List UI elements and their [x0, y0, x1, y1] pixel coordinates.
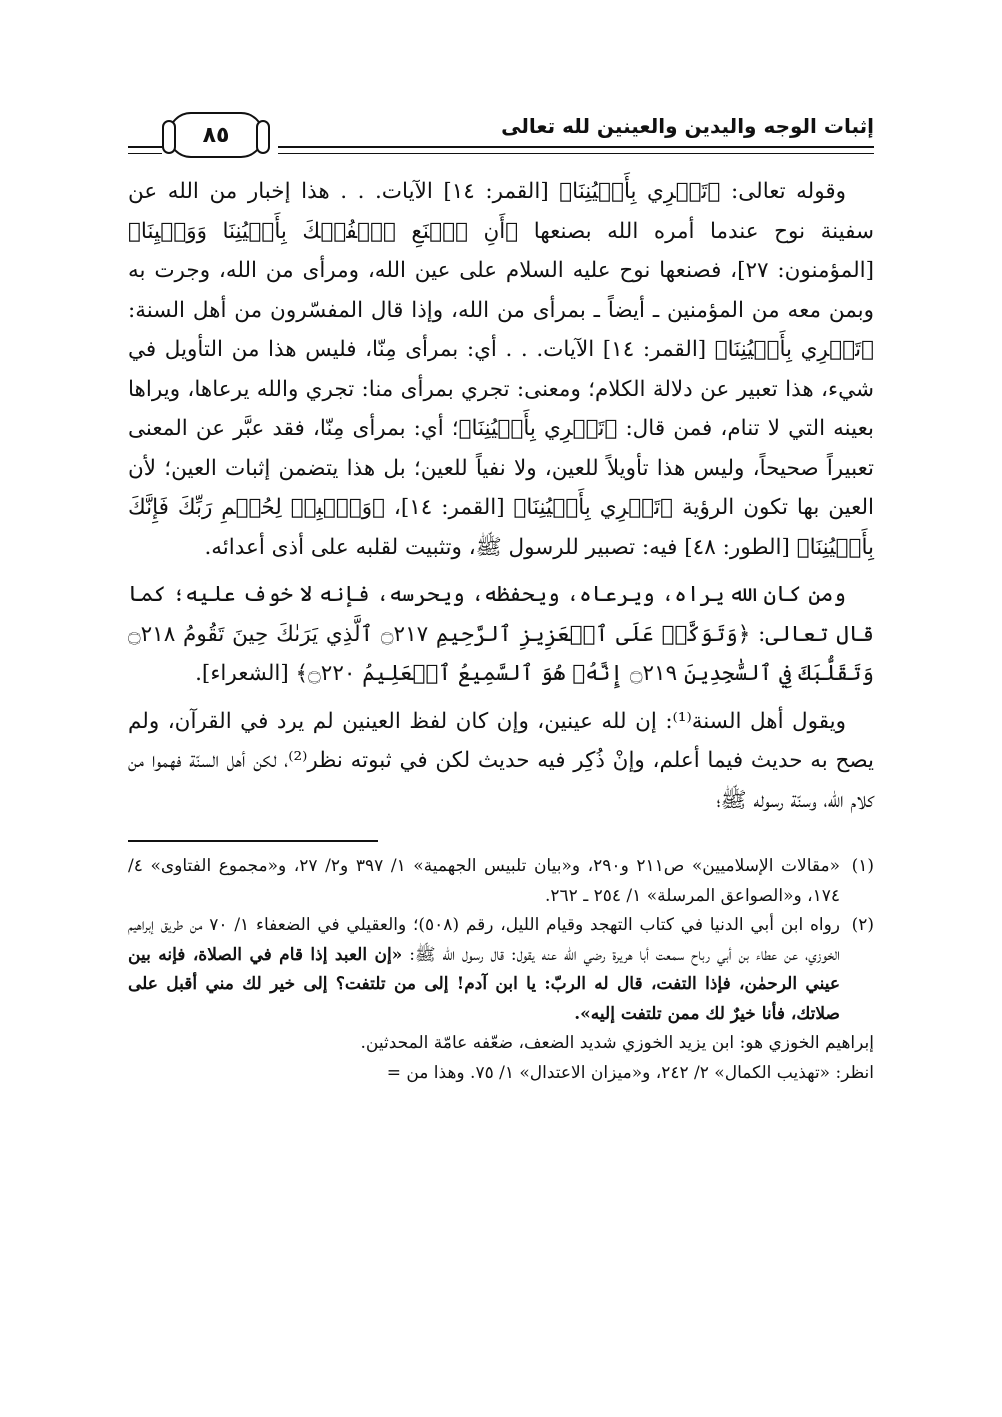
footnote-continuation: انظر: «تهذيب الكمال» ٢/ ٢٤٢، و«ميزان الاعتدال» ١/ ٧٥. وهذا من = [386, 1062, 874, 1083]
page-header [128, 100, 874, 162]
footnote-item [128, 911, 874, 1029]
book-page [128, 100, 874, 1387]
footnote-number: (٢) [851, 915, 874, 935]
footnote-text [128, 911, 840, 1029]
paragraph: ومن كان الله يراه، ويرعاه، ويحفظه، ويحرسه، فإنه لا خوف عليه؛ كما قال تعالى: ﴿وَتَوَكَّلۡ عَلَى ٱلۡعَزِيزِ ٱلرَّحِيمِ ۝٢١٧ ٱلَّذِي يَرَىٰكَ حِينَ تَقُومُ ۝٢١٨ وَتَقَلُّبَكَ فِي ٱلسَّٰجِدِينَ ۝٢١٩ إِنَّهُۥ هُوَ ٱلسَّمِيعُ ٱلۡعَلِيمُ ۝٢٢٠﴾ [الشعراء]. [128, 582, 874, 686]
footnote-continuation: إبراهيم الخوزي هو: ابن يزيد الخوزي شديد الضعف، ضعّفه عامّة المحدثين. [360, 1033, 874, 1053]
footnote-item [128, 852, 874, 911]
main-text [128, 172, 874, 820]
footnote-text-plain: رواه ابن أبي الدنيا في كتاب التهجد وقيام الليل، رقم (٥٠٨)؛ والعقيلي في الضعفاء ١/ ٧٠ من طريق إبراهيم الخوزي، عن عطاء بن أبي رباح سمعت أبا هريرة رضي الله عنه يقول: قال رسول الله ﷺ: [128, 915, 840, 965]
footnotes [128, 852, 874, 1088]
footnote-hadith-text: «إن العبد إذا قام في الصلاة، فإنه بين عيني الرحمٰن، فإذا التفت، قال له الربّ: يا ابن آدم! إلى من تلتفت؟ إلى خير لك مني أقبل على صلاتك، فأنا خيرٌ لك ممن تلتفت إليه». [128, 944, 840, 1024]
page-number-badge [168, 112, 264, 158]
paragraph: وقوله تعالى: ﴿تَجۡرِي بِأَعۡيُنِنَا﴾ [القمر: ١٤] الآيات. . . هذا إخبار من الله عن سفينة نوح عندما أمره الله بصنعها ﴿أَنِ ٱصۡنَعِ ٱلۡفُلۡكَ بِأَعۡيُنِنَا وَوَحۡيِنَا﴾ [المؤمنون: ٢٧]، فصنعها نوح عليه السلام على عين الله، ومرأى من الله، وجرت به وبمن معه من المؤمنين ـ أيضاً ـ بمرأى من الله، وإذا قال المفسّرون من أهل السنة: ﴿تَجۡرِي بِأَعۡيُنِنَا﴾ [القمر: ١٤] الآيات. . . أي: بمرأى مِنّا، فليس هذا من التأويل في شيء، هذا تعبير عن دلالة الكلام؛ ومعنى: تجري بمرأى منا: تجري والله يرعاها، ويراها بعينه التي لا تنام، فمن قال: ﴿تَجۡرِي بِأَعۡيُنِنَا﴾؛ أي: بمرأى مِنّا، فقد عبَّر عن المعنى تعبيراً صحيحاً، وليس هذا تأويلاً للعين، ولا نفياً للعين؛ بل هذا يتضمن إثبات العين؛ لأن العين بها تكون الرؤية ﴿تَجۡرِي بِأَعۡيُنِنَا﴾ [القمر: ١٤]، ﴿وَٱصۡبِرۡ لِحُكۡمِ رَبِّكَ فَإِنَّكَ بِأَعۡيُنِنَا﴾ [الطور: ٤٨] فيه: تصبير للرسول ﷺ، وتثبيت لقلبه على أذى أعدائه. [128, 179, 874, 560]
footnote-separator [128, 840, 874, 842]
footnote-text: «مقالات الإسلاميين» ص٢١١ و٢٩٠، و«بيان تلبيس الجهمية» ١/ ٣٩٧ و٢/ ٢٧، و«مجموع الفتاوى» ٤/ ١٧٤، و«الصواعق المرسلة» ١/ ٢٥٤ ـ ٢٦٢. [128, 856, 840, 906]
header-rule-left [128, 146, 162, 154]
paragraph: ويقول أهل السنة⁽¹⁾: إن لله عينين، وإن كان لفظ العينين لم يرد في القرآن، ولم يصح به حديث فيما أعلم، وإنْ ذُكِر فيه حديث لكن في ثبوته نظر⁽²⁾، لكن أهل السنّة فهموا من كلام الله، وسنّة رسوله ﷺ؛ [128, 708, 874, 813]
header-rule [278, 146, 874, 154]
running-title: إثبات الوجه واليدين والعينين لله تعالى [501, 114, 874, 138]
footnote-number: (١) [851, 856, 874, 876]
page-number: ٨٥ [202, 122, 230, 148]
